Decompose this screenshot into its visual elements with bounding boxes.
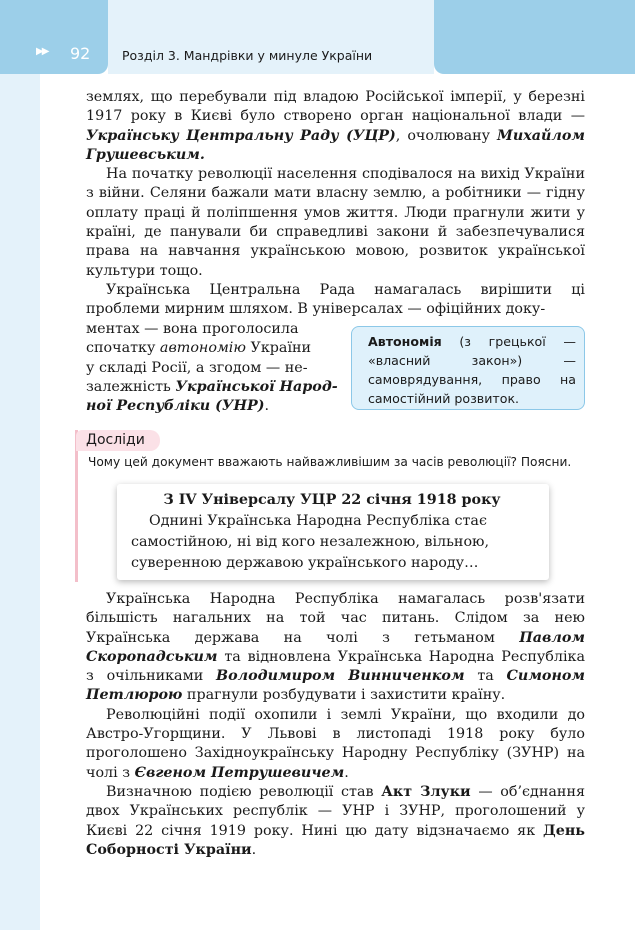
name-petrushevych: Євгеном Петрушевичем: [134, 764, 345, 781]
paragraph-1: землях, що перебували під владою Російської імперії, у березні 1917 року в Києві було створено орган національної влади — Українську Центральну Раду (УЦР), очолювану Михайлом Грушевським.: [86, 89, 586, 163]
document-title: З IV Універсалу УЦР 22 січня 1918 року: [163, 492, 501, 508]
text-block-bottom: [86, 590, 585, 860]
term-akt-zluky: Акт Злуки: [381, 783, 471, 800]
header-left-tab: [0, 0, 108, 74]
document-quote-box: [117, 484, 549, 580]
term-den-sobornosti: День Соборності України: [86, 822, 585, 858]
document-line: Однині Українська Народна Республіка стає: [149, 513, 487, 529]
document-line: суверенною державою українського народу…: [131, 555, 479, 571]
research-label: Досліди: [76, 430, 160, 451]
name-petliura: Симоном Петлюрою: [86, 668, 585, 704]
paragraph-6: Визначною подією революції став Акт Злуки — об’єднання двох Українських республік — УНР і ЗУНР, проголошений у Києві 22 січня 1919 року. Нині цю дату відзначаємо як День Соборності України.: [86, 783, 585, 858]
term-autonomy: автономію: [159, 340, 246, 357]
text-block-top: [86, 88, 585, 320]
chapter-title: Розділ 3. Мандрівки у минуле України: [122, 48, 373, 63]
header-right-tab: [434, 0, 635, 74]
document-line: самостійною, ні від кого незалежною, вільною,: [131, 534, 490, 550]
definition-term: Автономія: [368, 334, 442, 349]
paragraph-2: На початку революції населення сподівалося на вихід України з війни. Селяни бажали мати власну землю, а робітники — гідну оплату праці й поліпшення умов життя. Люди прагнули жити у країні, де панували би справедливі закони й забезпечувалися права на навчання українською мовою, розвиток української культури тощо.: [86, 166, 585, 279]
double-arrow-icon: ▶▶: [36, 46, 48, 57]
definition-box: [351, 326, 585, 410]
paragraph-3: Українська Центральна Рада намагалась вирішити ці проблеми мирним шляхом. В універсалах — офіційних доку-: [86, 281, 585, 318]
paragraph-4: Українська Народна Республіка намагалась розв'язати більшість нагальних на той час питань. Слідом за нею Українська держава на чолі з гетьманом Павлом Скоропадським та відновлена Українська Народна Республіка з очільниками Володимиром Винниченком та Симоном Петлюрою прагнули розбудувати і захистити країну.: [86, 591, 585, 704]
paragraph-3-column: ментах — вона проголосила спочатку автономію України у складі Росії, а згодом — не- залежність Української Народ- ної Республіки (УНР).: [86, 321, 338, 415]
term-unr: Української Народ-: [175, 378, 338, 395]
name-hrushevsky: Михайлом Грушевським.: [86, 127, 586, 163]
research-side-line: [75, 430, 78, 582]
name-vynnychenko: Володимиром Винниченком: [216, 668, 465, 685]
term-ucr: Українську Центральну Раду (УЦР): [86, 127, 396, 144]
paragraph-5: Революційні події охопили і землі України, що входили до Австро-Угорщини. У Львові в листопаді 1918 року було проголошено Західноукраїнську Народну Республіку (ЗУНР) на чолі з Євгеном Петрушевичем.: [86, 706, 585, 781]
name-skoropadsky: Павлом Скоропадським: [86, 629, 585, 665]
definition-text: (з грецької — «власний закон») — самоврядування, право на самостійний розвиток.: [368, 334, 576, 406]
research-question: Чому цей документ вважають найважливішим за часів революції? Поясни.: [88, 455, 572, 469]
page-number: 92: [70, 44, 91, 63]
left-margin-bar: [0, 0, 40, 930]
